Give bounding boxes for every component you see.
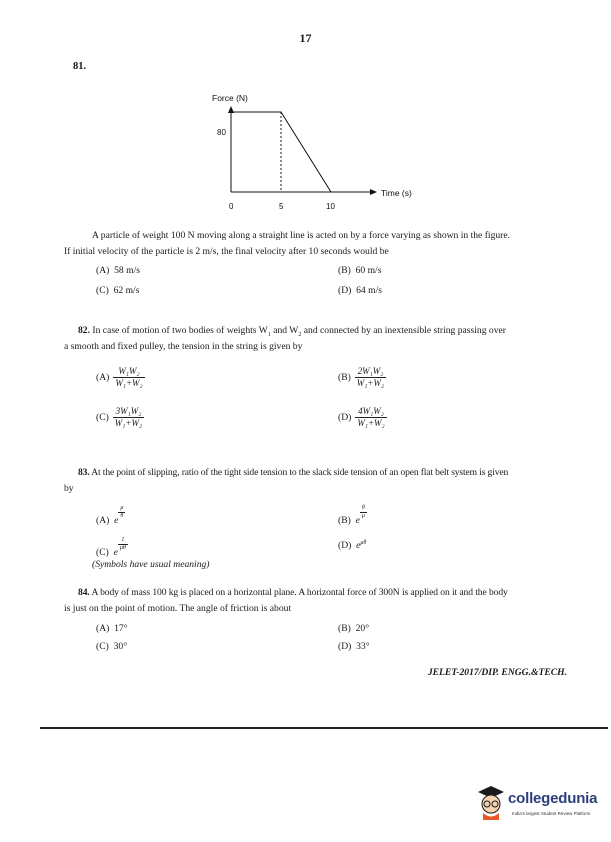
x-axis-label: Time (s)	[381, 188, 412, 198]
question-81-text-line1: A particle of weight 100 N moving along a straight line is acted on by a force varying as shown in the figure.	[92, 230, 511, 241]
question-82-number: 82.	[78, 325, 90, 336]
q83-option-d: (D) $e^{\mu\theta}$	[338, 540, 367, 552]
brand-tagline: India's largest Student Review Platform	[512, 811, 591, 816]
question-82-text-line1: 82. In case of motion of two bodies of weights $W_1$ and $W_2$ and connected by an inextensible string passing over	[78, 325, 506, 338]
question-83-number: 83.	[78, 467, 90, 478]
q81-option-a: (A) 58 m/s	[96, 265, 140, 276]
question-84-text-line1: 84. A body of mass 100 kg is placed on a horizontal plane. A horizontal force of 300N is applied on it and the body	[78, 587, 508, 598]
q84-option-c: (C) 30°	[96, 641, 128, 652]
y-axis-label: Force (N)	[212, 93, 248, 103]
bottom-rule	[40, 727, 608, 729]
fraction: $\frac{\text{3W₁W₂}}{\text{W₁+W₂}}$	[114, 406, 143, 428]
question-84-text-line2: is just on the point of motion. The angle of friction is about	[64, 603, 292, 614]
x-axis-arrow	[370, 189, 377, 195]
fraction: $\frac{\text{2W₁W₂}}{\text{W₁+W₂}}$	[356, 366, 385, 388]
page-number: 17	[299, 31, 312, 45]
q84-option-b: (B) 20°	[338, 623, 370, 634]
q84-option-a: (A) 17°	[96, 623, 128, 634]
question-83-text-line1: 83. At the point of slipping, ratio of the tight side tension to the slack side tension of an open flat belt system is given	[78, 467, 509, 478]
graduate-mascot-icon	[474, 784, 508, 820]
question-83-text-line2: by	[64, 483, 74, 494]
fraction: $\frac{\text{4W₁W₂}}{\text{W₁+W₂}}$	[357, 406, 385, 428]
q84-option-d: (D) 33°	[338, 641, 370, 652]
force-time-graph	[200, 85, 420, 215]
y-tick-80: 80	[217, 128, 226, 137]
x-tick-0: 0	[229, 202, 234, 211]
q82-option-b: (B) $\frac{\text{2W₁W₂}}{\text{W₁+W₂}}$	[338, 366, 385, 388]
q82-option-d: (D) $\frac{\text{4W₁W₂}}{\text{W₁+W₂}}$	[338, 406, 385, 428]
q81-option-c: (C) 62 m/s	[96, 285, 140, 296]
exam-code-footer: JELET-2017/DIP. ENGG.&TECH.	[427, 667, 567, 678]
x-tick-10: 10	[326, 202, 335, 211]
question-81-text-line2: If initial velocity of the particle is 2 m/s, the final velocity after 10 seconds would be	[64, 246, 389, 257]
question-84-number: 84.	[78, 587, 90, 598]
x-tick-5: 5	[279, 202, 284, 211]
q82-option-a: (A) $\frac{\text{W₁W₂}}{\text{W₁+W₂}}$	[96, 366, 143, 388]
fraction: $\frac{\text{W₁W₂}}{\text{W₁+W₂}}$	[115, 366, 143, 388]
question-81-number: 81.	[73, 61, 87, 72]
q83-option-c: (C) e $\frac{1}{\mu\theta}$	[96, 537, 126, 558]
q81-option-b: (B) 60 m/s	[338, 265, 382, 276]
q83-option-a: (A) e $\frac{\mu}{\theta}$	[96, 505, 124, 526]
q82-option-c: (C) $\frac{\text{3W₁W₂}}{\text{W₁+W₂}}$	[96, 406, 143, 428]
question-82-text-line2: a smooth and fixed pulley, the tension in the string is given by	[64, 341, 303, 352]
q83-note: (Symbols have usual meaning)	[92, 559, 210, 570]
q83-option-b: (B) e $\frac{\theta}{\mu}$	[338, 505, 365, 526]
q81-option-d: (D) 64 m/s	[338, 285, 382, 296]
force-line	[231, 112, 361, 192]
brand-name: collegedunia	[508, 790, 598, 807]
